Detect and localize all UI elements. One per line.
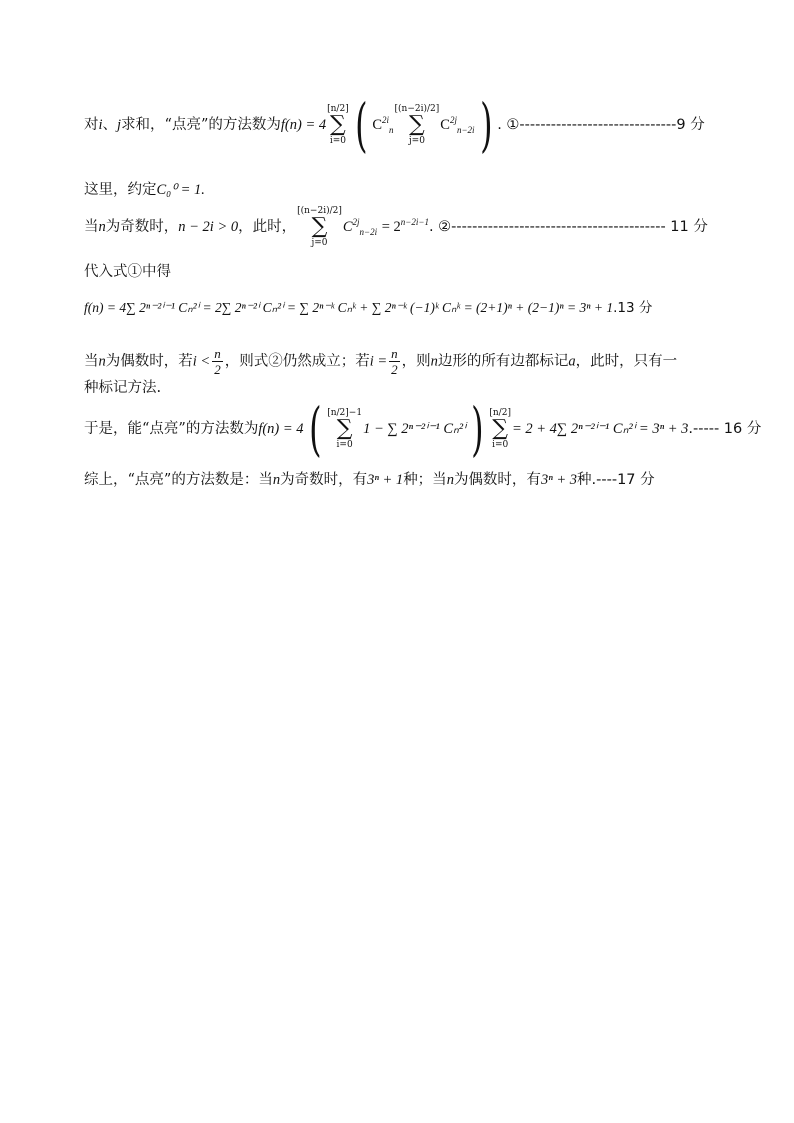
l6-text3: ，则式②仍然成立；若: [224, 353, 370, 370]
var-j: j: [117, 117, 122, 133]
binom-sup: 2i: [382, 115, 390, 126]
fraction-n-over-2: [389, 346, 400, 377]
l1-inner-sum: [395, 104, 440, 146]
l9-text4: 为偶数时，有: [453, 472, 541, 488]
var-a: a: [568, 353, 576, 370]
binom-sup: 2j: [352, 217, 360, 228]
frac-den: 2: [391, 362, 398, 377]
l3-score: . ②----------------------------------------- 11 分: [428, 219, 708, 235]
l7-text: 种标记方法.: [84, 380, 162, 396]
binom-c2: C: [440, 117, 450, 133]
l3-sum: [297, 206, 342, 248]
line-1: [84, 91, 705, 176]
var-n: n: [446, 472, 454, 488]
l9-text: 综上，“点亮”的方法数是：当: [84, 472, 273, 488]
l9-value1: 3ⁿ + 1: [367, 472, 404, 488]
l8-inner: 1 − ∑ 2ⁿ⁻²ⁱ⁻¹ Cₙ²ⁱ: [363, 421, 466, 437]
sum-lower: i=0: [336, 440, 353, 450]
sum-upper: [n/2]: [489, 408, 511, 418]
l6-text4: ，则: [401, 353, 431, 370]
l2-text: 这里，约定: [84, 182, 157, 198]
l1-text2: 求和，“点亮”的方法数为: [121, 117, 281, 133]
l6-text5: 边形的所有边都标记: [437, 353, 569, 370]
l3-rhs-exp: n−2i−1: [400, 217, 429, 228]
var-n: n: [272, 472, 281, 488]
l4-text: 代入式①中得: [84, 264, 171, 280]
sum-lower: j=0: [311, 238, 328, 248]
l8-sum: [327, 408, 362, 450]
line-8: [84, 395, 762, 463]
l6-text: 当: [84, 353, 99, 370]
sigma-symbol: ∑: [492, 416, 509, 441]
l3-rhs: = 2: [381, 219, 401, 235]
frac-num: n: [214, 346, 221, 361]
l2-formula: C₀⁰ = 1.: [156, 182, 205, 198]
l6-cond: i <: [192, 353, 211, 370]
var-i: i: [98, 117, 103, 133]
sigma-symbol: ∑: [330, 112, 346, 137]
binom-c: C: [342, 219, 353, 235]
l8-rhs: = 2 + 4∑ 2ⁿ⁻²ⁱ⁻¹ Cₙ²ⁱ = 3ⁿ + 3: [511, 421, 689, 437]
sum-upper: [n/2]: [327, 104, 349, 114]
line-5: [84, 298, 652, 318]
line-9: [84, 470, 655, 490]
line-6: [84, 346, 677, 380]
l5-formula: f(n) = 4∑ 2ⁿ⁻²ⁱ⁻¹ Cₙ²ⁱ = 2∑ 2ⁿ⁻²ⁱ Cₙ²ⁱ = ∑ 2ⁿ⁻ᵏ Cₙᵏ + ∑ 2ⁿ⁻ᵏ (−1)ᵏ Cₙᵏ = (2+1)ⁿ + (2−1)ⁿ = 3ⁿ + 1: [84, 300, 614, 315]
l9-text2: 为奇数时，有: [280, 472, 368, 488]
l3-text2: 为奇数时，: [105, 219, 179, 235]
l8-lhs: f(n) = 4: [258, 421, 304, 437]
binom-c: C: [372, 117, 383, 133]
l6-cond2: i =: [369, 353, 388, 370]
line-3: [84, 206, 708, 256]
inner-sum-upper: [(n−2i)/2]: [394, 104, 440, 114]
l6-text2: 为偶数时，若: [105, 353, 193, 370]
right-paren: ): [479, 91, 493, 159]
l3-text: 当: [84, 219, 99, 235]
inner-sum-lower: j=0: [408, 136, 425, 146]
l8-rhs-sum: [489, 408, 511, 450]
left-paren: (: [308, 395, 322, 463]
l1-sum: [327, 104, 349, 146]
l9-text3: 种；当: [403, 472, 447, 488]
frac-num: n: [391, 346, 398, 361]
fraction-n-over-2: [212, 346, 223, 377]
left-paren: (: [354, 91, 368, 159]
l8-score: .----- 16 分: [688, 421, 762, 437]
l1-formula-lhs: f(n) = 4: [280, 117, 327, 133]
binom-sub: n−2i: [359, 226, 378, 237]
l3-condition: n − 2i > 0: [178, 219, 239, 235]
sigma-symbol: ∑: [336, 416, 353, 441]
l1-sep: 、: [102, 117, 118, 133]
sum-lower: i=0: [492, 440, 509, 450]
var-n: n: [430, 353, 438, 370]
var-n: n: [98, 219, 106, 235]
line-2: [84, 180, 205, 200]
frac-den: 2: [214, 362, 221, 377]
binom2-sub: n−2i: [456, 124, 475, 135]
l5-score: .13 分: [613, 300, 653, 316]
sum-upper: [n/2]−1: [327, 408, 363, 418]
line-4: [84, 262, 171, 282]
l1-text: 对: [84, 117, 99, 133]
line-7: [84, 378, 161, 398]
binom-sub: n: [389, 124, 394, 135]
l3-text3: ，此时，: [238, 219, 297, 235]
sigma-symbol: ∑: [409, 112, 425, 137]
l9-score: 种.----17 分: [577, 472, 655, 488]
l6-text6: ，此时，只有一: [575, 353, 678, 370]
sum-upper: [(n−2i)/2]: [297, 206, 342, 216]
l9-value2: 3ⁿ + 3: [540, 472, 578, 488]
binom2-sup: 2j: [449, 115, 457, 126]
l1-score: . ①------------------------------9 分: [497, 117, 705, 133]
right-paren: ): [470, 395, 484, 463]
sigma-symbol: ∑: [311, 214, 328, 239]
sum-lower: i=0: [329, 136, 346, 146]
l8-text: 于是，能“点亮”的方法数为: [84, 421, 259, 437]
var-n: n: [98, 353, 106, 370]
